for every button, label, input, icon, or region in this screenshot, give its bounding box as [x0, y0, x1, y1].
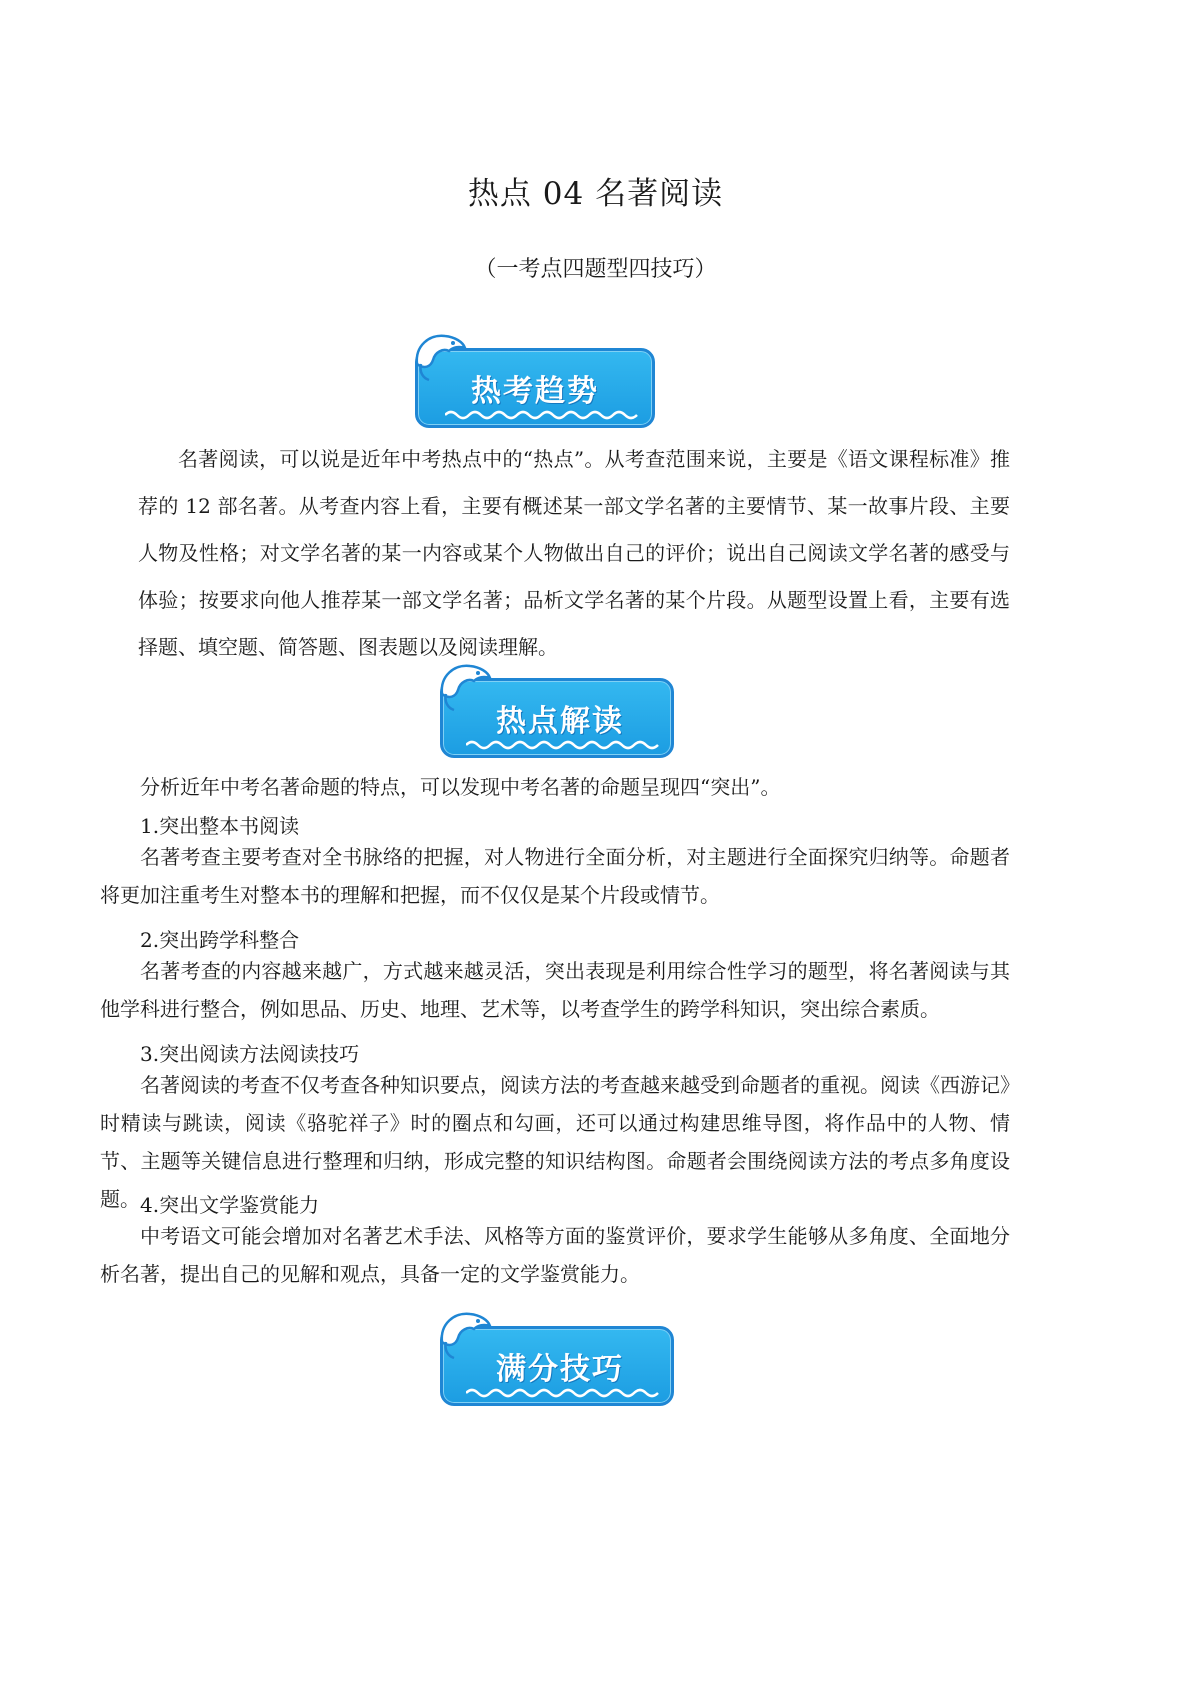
item-heading: 1.突出整本书阅读: [140, 814, 300, 838]
item-heading: 4.突出文学鉴赏能力: [140, 1193, 320, 1217]
item-body: 中考语文可能会增加对名著艺术手法、风格等方面的鉴赏评价，要求学生能够从多角度、全面地分析名著，提出自己的见解和观点，具备一定的文学鉴赏能力。: [100, 1224, 1010, 1286]
item-body: 名著考查主要考查对全书脉络的把握，对人物进行全面分析，对主题进行全面探究归纳等。命题者将更加注重考生对整本书的理解和把握，而不仅仅是某个片段或情节。: [100, 845, 1010, 907]
item-body: 名著考查的内容越来越广，方式越来越灵活，突出表现是利用综合性学习的题型，将名著阅读与其他学科进行整合，例如思品、历史、地理、艺术等，以考查学生的跨学科知识，突出综合素质。: [100, 959, 1010, 1021]
badge-label-trend: 热考趋势: [471, 374, 599, 409]
section-badge-techniques: [440, 1308, 680, 1408]
badge-label-techniques: 满分技巧: [496, 1352, 624, 1387]
section-badge-trend: [415, 330, 655, 430]
wave-decoration-icon: [445, 408, 645, 422]
dolphin-icon: [434, 1302, 494, 1362]
item-body: 名著阅读的考查不仅考查各种知识要点，阅读方法的考查越来越受到命题者的重视。阅读《西游记》时精读与跳读，阅读《骆驼祥子》时的圈点和勾画，还可以通过构建思维导图，将作品中的人物、情节、主题等关键信息进行整理和归纳，形成完整的知识结构图。命题者会围绕阅读方法的考点多角度设题。: [100, 1073, 1010, 1211]
trend-paragraph: 名著阅读，可以说是近年中考热点中的“热点”。从考查范围来说，主要是《语文课程标准》推荐的 12 部名著。从考查内容上看，主要有概述某一部文学名著的主要情节、某一故事片段、主要人物及性格；对文学名著的某一内容或某个人物做出自己的评价；说出自己阅读文学名著的感受与体验；按要求向他人推荐某一部文学名著；品析文学名著的某个片段。从题型设置上看，主要有选择题、填空题、简答题、图表题以及阅读理解。: [138, 447, 1010, 659]
wave-decoration-icon: [466, 738, 666, 752]
item-heading: 2.突出跨学科整合: [140, 928, 300, 952]
interpretation-intro: 分析近年中考名著命题的特点，可以发现中考名著的命题呈现四“突出”。: [140, 775, 781, 799]
badge-label-interpretation: 热点解读: [496, 704, 624, 739]
document-title: 热点 04 名著阅读: [467, 176, 724, 212]
wave-decoration-icon: [466, 1386, 666, 1400]
dolphin-icon: [434, 654, 494, 714]
dolphin-icon: [409, 324, 469, 384]
section-badge-interpretation: [440, 660, 680, 760]
item-heading: 3.突出阅读方法阅读技巧: [140, 1042, 360, 1066]
document-subtitle: （一考点四题型四技巧）: [474, 257, 717, 282]
